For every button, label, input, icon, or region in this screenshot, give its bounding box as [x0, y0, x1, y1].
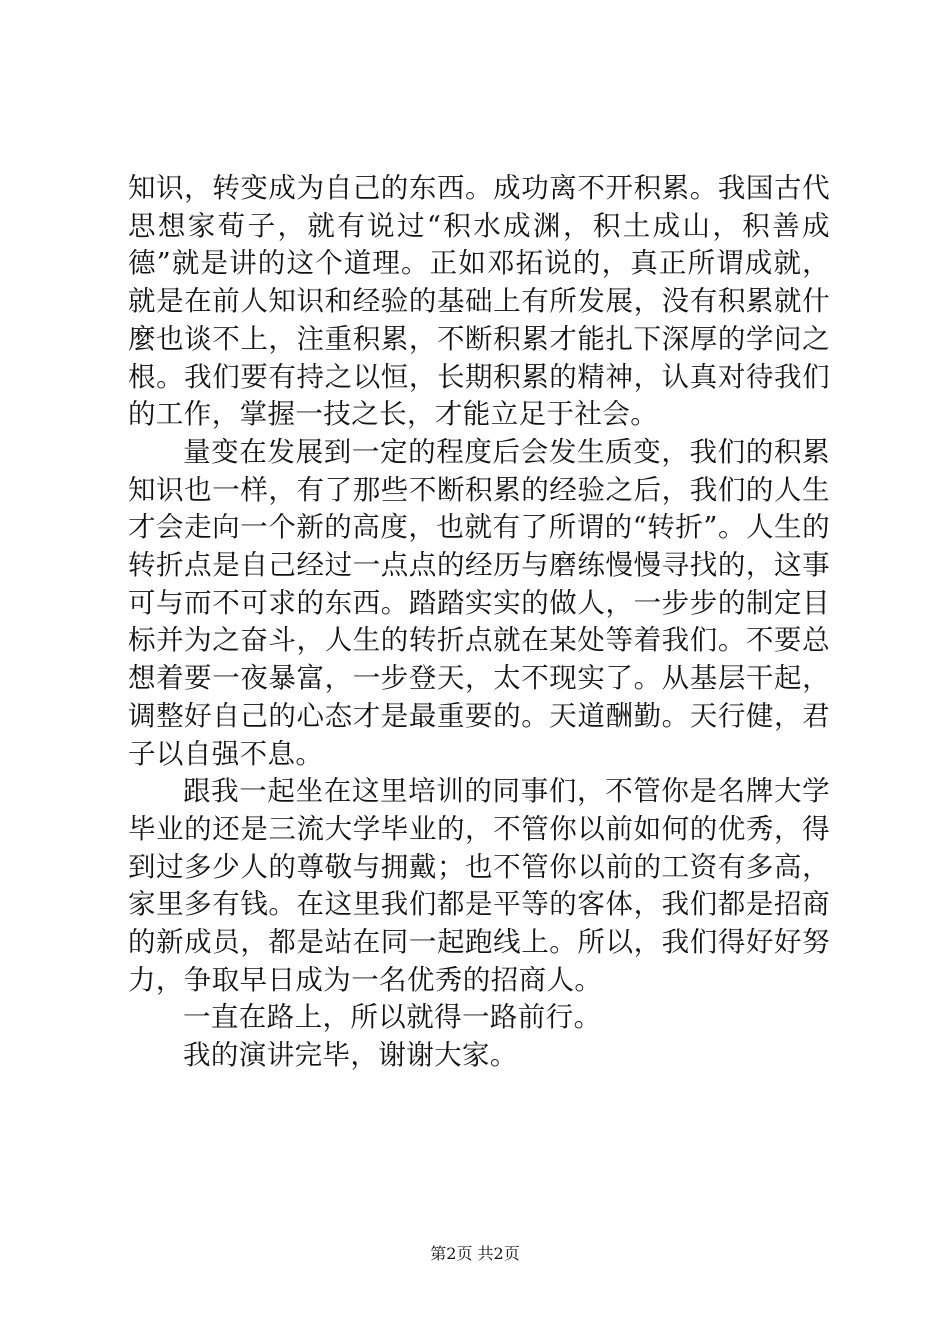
- paragraph-closing: 我的演讲完毕，谢谢大家。: [183, 1039, 518, 1072]
- page-number: 第2页 共2页: [430, 1244, 520, 1263]
- paragraph-on-the-road: 一直在路上，所以就得一路前行。: [183, 1001, 602, 1034]
- paragraph-colleagues: 跟我一起坐在这里培训的同事们，不管你是名牌大学毕业的还是三流大学毕业的，不管你以前如何的优秀，得到过多少人的尊敬与拥戴；也不管你以前的工资有多高，家里多有钱。在这里我们都是平等的客体，我们都是招商的新成员，都是站在同一起跑线上。所以，我们得好好努力，争取早日成为一名优秀的招商人。: [128, 775, 830, 996]
- page-footer: [0, 1244, 950, 1264]
- document-body: [128, 170, 830, 1075]
- paragraph-quantitative-change: 量变在发展到一定的程度后会发生质变，我们的积累知识也一样，有了那些不断积累的经验之后，我们的人生才会走向一个新的高度，也就有了所谓的“转折”。人生的转折点是自己经过一点点的经历与磨练慢慢寻找的，这事可与而不可求的东西。踏踏实实的做人，一步步的制定目标并为之奋斗，人生的转折点就在某处等着我们。不要总想着要一夜暴富，一步登天，太不现实了。从基层干起，调整好自己的心态才是最重要的。天道酬勤。天行健，君子以自强不息。: [128, 435, 830, 770]
- paragraph-continuation: 知识，转变成为自己的东西。成功离不开积累。我国古代思想家荀子，就有说过“积水成渊，积土成山，积善成德”就是讲的这个道理。正如邓拓说的，真正所谓成就，就是在前人知识和经验的基础上有所发展，没有积累就什麼也谈不上，注重积累，不断积累才能扎下深厚的学问之根。我们要有持之以恒，长期积累的精神，认真对待我们的工作，掌握一技之长，才能立足于社会。: [128, 172, 830, 431]
